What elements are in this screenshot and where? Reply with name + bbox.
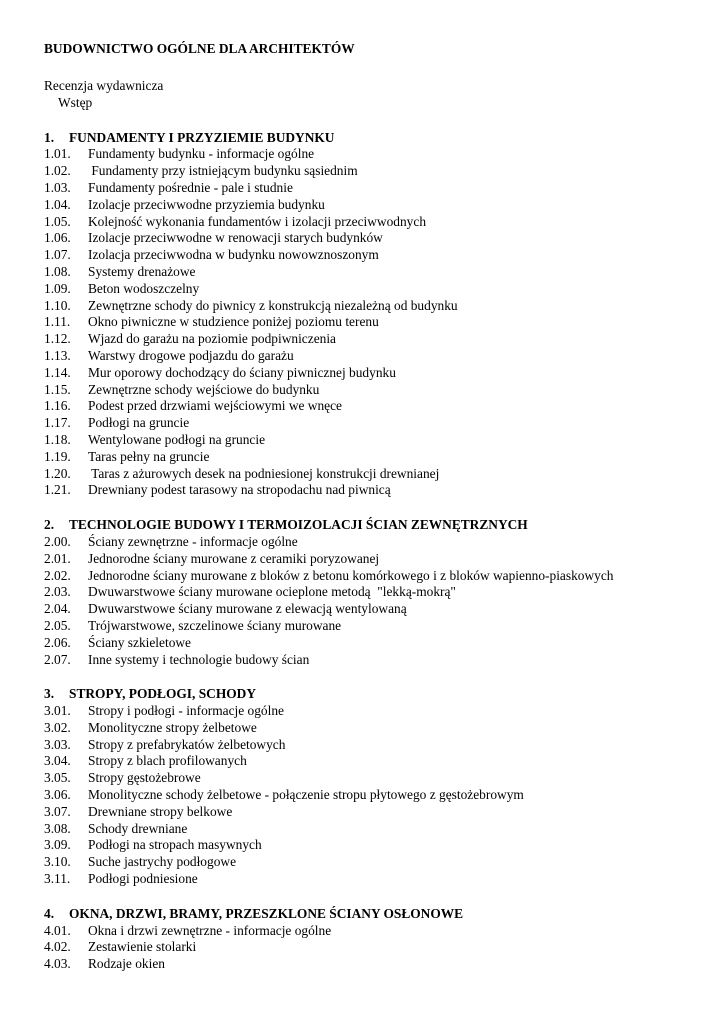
entry-title: Dwuwarstwowe ściany murowane z elewacją wentylowaną xyxy=(88,601,407,617)
entry-number: 1.10. xyxy=(44,297,71,313)
entry-title: Wentylowane podłogi na gruncie xyxy=(88,431,266,447)
entry-number: 1.14. xyxy=(44,364,71,380)
section-heading xyxy=(44,517,714,534)
toc-entry xyxy=(44,534,714,551)
entry-title: Podłogi na stropach masywnych xyxy=(88,837,262,853)
entry-number: 3.06. xyxy=(44,787,71,803)
toc-entry xyxy=(44,939,714,956)
entry-number: 4.03. xyxy=(44,956,71,972)
section-title: FUNDAMENTY I PRZYZIEMIE BUDYNKU xyxy=(69,129,335,145)
toc-entry xyxy=(44,584,714,601)
entry-number: 3.09. xyxy=(44,837,71,853)
toc-entry xyxy=(44,956,714,973)
entry-number: 2.07. xyxy=(44,651,71,667)
entry-number: 4.01. xyxy=(44,922,71,938)
entry-title: Drewniany podest tarasowy na stropodachu nad piwnicą xyxy=(88,482,391,498)
toc-entry xyxy=(44,923,714,940)
document-title: BUDOWNICTWO OGÓLNE DLA ARCHITEKTÓW xyxy=(44,41,355,56)
entry-number: 1.20. xyxy=(44,465,71,481)
entry-number: 1.16. xyxy=(44,398,71,414)
section-heading xyxy=(44,906,714,923)
entry-title: Trójwarstwowe, szczelinowe ściany murowane xyxy=(88,617,342,633)
entry-number: 1.03. xyxy=(44,179,71,195)
toc-entry xyxy=(44,635,714,652)
entry-title: Fundamenty pośrednie - pale i studnie xyxy=(88,179,293,195)
toc-entry xyxy=(44,449,714,466)
entry-title: Okno piwniczne w studzience poniżej poziomu terenu xyxy=(88,314,379,330)
section-number: 1. xyxy=(44,129,55,145)
entry-number: 2.02. xyxy=(44,567,71,583)
toc-entry xyxy=(44,382,714,399)
entry-number: 3.07. xyxy=(44,803,71,819)
toc-entry xyxy=(44,804,714,821)
toc-entry xyxy=(44,264,714,281)
entry-title: Schody drewniane xyxy=(88,820,188,836)
toc-section xyxy=(44,686,714,888)
toc-entry xyxy=(44,770,714,787)
entry-number: 1.18. xyxy=(44,431,71,447)
section-number: 3. xyxy=(44,686,55,702)
entry-title: Drewniane stropy belkowe xyxy=(88,803,233,819)
entry-title: Taras pełny na gruncie xyxy=(88,448,210,464)
entry-title: Podłogi podniesione xyxy=(88,871,198,887)
entry-number: 3.05. xyxy=(44,770,71,786)
toc-entry xyxy=(44,720,714,737)
entry-title: Monolityczne schody żelbetowe - połączenie stropu płytowego z gęstożebrowym xyxy=(88,787,524,803)
entry-title: Fundamenty przy istniejącym budynku sąsiednim xyxy=(88,163,358,179)
toc-entry xyxy=(44,365,714,382)
front-matter-intro: Wstęp xyxy=(58,94,93,110)
toc-entry xyxy=(44,281,714,298)
entry-number: 2.03. xyxy=(44,584,71,600)
entry-number: 1.01. xyxy=(44,146,71,162)
toc-entry xyxy=(44,837,714,854)
entry-number: 1.05. xyxy=(44,213,71,229)
entry-title: Rodzaje okien xyxy=(88,956,165,972)
section-number: 4. xyxy=(44,905,55,921)
entry-number: 3.08. xyxy=(44,820,71,836)
toc-entry xyxy=(44,180,714,197)
entry-number: 1.19. xyxy=(44,448,71,464)
toc-entry xyxy=(44,551,714,568)
entry-title: Suche jastrychy podłogowe xyxy=(88,854,237,870)
toc-section xyxy=(44,130,714,500)
toc-entry xyxy=(44,568,714,585)
toc-entry xyxy=(44,466,714,483)
toc-entry xyxy=(44,703,714,720)
entry-title: Zewnętrzne schody do piwnicy z konstrukcją niezależną od budynku xyxy=(88,297,458,313)
entry-number: 1.07. xyxy=(44,247,71,263)
toc-entry xyxy=(44,415,714,432)
toc-entry xyxy=(44,214,714,231)
entry-number: 1.04. xyxy=(44,196,71,212)
entry-title: Stropy z blach profilowanych xyxy=(88,753,247,769)
entry-number: 1.21. xyxy=(44,482,71,498)
entry-title: Jednorodne ściany murowane z ceramiki poryzowanej xyxy=(88,550,380,566)
section-heading xyxy=(44,686,714,703)
toc-entry xyxy=(44,247,714,264)
entry-title: Izolacje przeciwwodne w renowacji starych budynków xyxy=(88,230,383,246)
entry-number: 2.01. xyxy=(44,550,71,566)
entry-title: Fundamenty budynku - informacje ogólne xyxy=(88,146,315,162)
entry-title: Mur oporowy dochodzący do ściany piwnicznej budynku xyxy=(88,364,396,380)
toc-entry xyxy=(44,854,714,871)
entry-number: 2.06. xyxy=(44,634,71,650)
section-title: OKNA, DRZWI, BRAMY, PRZESZKLONE ŚCIANY OSŁONOWE xyxy=(69,905,464,921)
entry-number: 3.02. xyxy=(44,719,71,735)
toc-entry xyxy=(44,787,714,804)
toc-entry xyxy=(44,146,714,163)
entry-title: Zestawienie stolarki xyxy=(88,939,197,955)
toc-entry xyxy=(44,314,714,331)
entry-title: Podłogi na gruncie xyxy=(88,415,190,431)
entry-number: 1.11. xyxy=(44,314,71,330)
toc-entry xyxy=(44,737,714,754)
toc-entry xyxy=(44,753,714,770)
entry-number: 3.03. xyxy=(44,736,71,752)
toc-entry xyxy=(44,871,714,888)
entry-number: 1.15. xyxy=(44,381,71,397)
entry-title: Stropy gęstożebrowe xyxy=(88,770,201,786)
section-heading xyxy=(44,130,714,147)
entry-title: Ściany zewnętrzne - informacje ogólne xyxy=(88,533,298,549)
section-title: STROPY, PODŁOGI, SCHODY xyxy=(69,686,257,702)
entry-title: Stropy z prefabrykatów żelbetowych xyxy=(88,736,286,752)
entry-title: Taras z ażurowych desek na podniesionej konstrukcji drewnianej xyxy=(88,465,440,481)
toc-entry xyxy=(44,601,714,618)
entry-title: Podest przed drzwiami wejściowymi we wnęce xyxy=(88,398,342,414)
entry-number: 1.02. xyxy=(44,163,71,179)
entry-title: Inne systemy i technologie budowy ścian xyxy=(88,651,310,667)
toc-entry xyxy=(44,197,714,214)
document-page xyxy=(44,41,714,973)
entry-title: Wjazd do garażu na poziomie podpiwniczenia xyxy=(88,331,336,347)
toc-entry xyxy=(44,432,714,449)
entry-title: Systemy drenażowe xyxy=(88,263,196,279)
entry-title: Ściany szkieletowe xyxy=(88,634,191,650)
table-of-contents xyxy=(44,130,714,973)
entry-title: Zewnętrzne schody wejściowe do budynku xyxy=(88,381,320,397)
entry-number: 1.09. xyxy=(44,280,71,296)
entry-number: 1.17. xyxy=(44,415,71,431)
entry-number: 1.08. xyxy=(44,263,71,279)
front-matter-review: Recenzja wydawnicza xyxy=(44,78,164,93)
entry-number: 3.04. xyxy=(44,753,71,769)
toc-section xyxy=(44,906,714,973)
entry-number: 3.10. xyxy=(44,854,71,870)
toc-section xyxy=(44,517,714,668)
entry-number: 2.00. xyxy=(44,533,71,549)
toc-entry xyxy=(44,298,714,315)
entry-title: Okna i drzwi zewnętrzne - informacje ogólne xyxy=(88,922,332,938)
entry-number: 3.11. xyxy=(44,871,71,887)
toc-entry xyxy=(44,652,714,669)
toc-entry xyxy=(44,331,714,348)
entry-title: Dwuwarstwowe ściany murowane ocieplone metodą "lekką-mokrą" xyxy=(88,584,456,600)
entry-title: Kolejność wykonania fundamentów i izolacji przeciwwodnych xyxy=(88,213,427,229)
toc-entry xyxy=(44,618,714,635)
entry-title: Izolacja przeciwwodna w budynku nowowznoszonym xyxy=(88,247,379,263)
toc-entry xyxy=(44,398,714,415)
toc-entry xyxy=(44,230,714,247)
entry-title: Jednorodne ściany murowane z bloków z betonu komórkowego i z bloków wapienno-piaskowych xyxy=(88,567,614,583)
toc-entry xyxy=(44,482,714,499)
toc-entry xyxy=(44,821,714,838)
toc-entry xyxy=(44,348,714,365)
entry-number: 1.13. xyxy=(44,347,71,363)
entry-number: 1.06. xyxy=(44,230,71,246)
entry-title: Beton wodoszczelny xyxy=(88,280,200,296)
entry-number: 1.12. xyxy=(44,331,71,347)
section-title: TECHNOLOGIE BUDOWY I TERMOIZOLACJI ŚCIAN ZEWNĘTRZNYCH xyxy=(69,517,528,533)
entry-number: 3.01. xyxy=(44,703,71,719)
section-number: 2. xyxy=(44,517,55,533)
entry-number: 4.02. xyxy=(44,939,71,955)
entry-title: Warstwy drogowe podjazdu do garażu xyxy=(88,347,294,363)
entry-number: 2.05. xyxy=(44,617,71,633)
entry-number: 2.04. xyxy=(44,601,71,617)
front-matter xyxy=(44,78,714,112)
toc-entry xyxy=(44,163,714,180)
entry-title: Stropy i podłogi - informacje ogólne xyxy=(88,703,284,719)
entry-title: Monolityczne stropy żelbetowe xyxy=(88,719,257,735)
entry-title: Izolacje przeciwwodne przyziemia budynku xyxy=(88,196,325,212)
